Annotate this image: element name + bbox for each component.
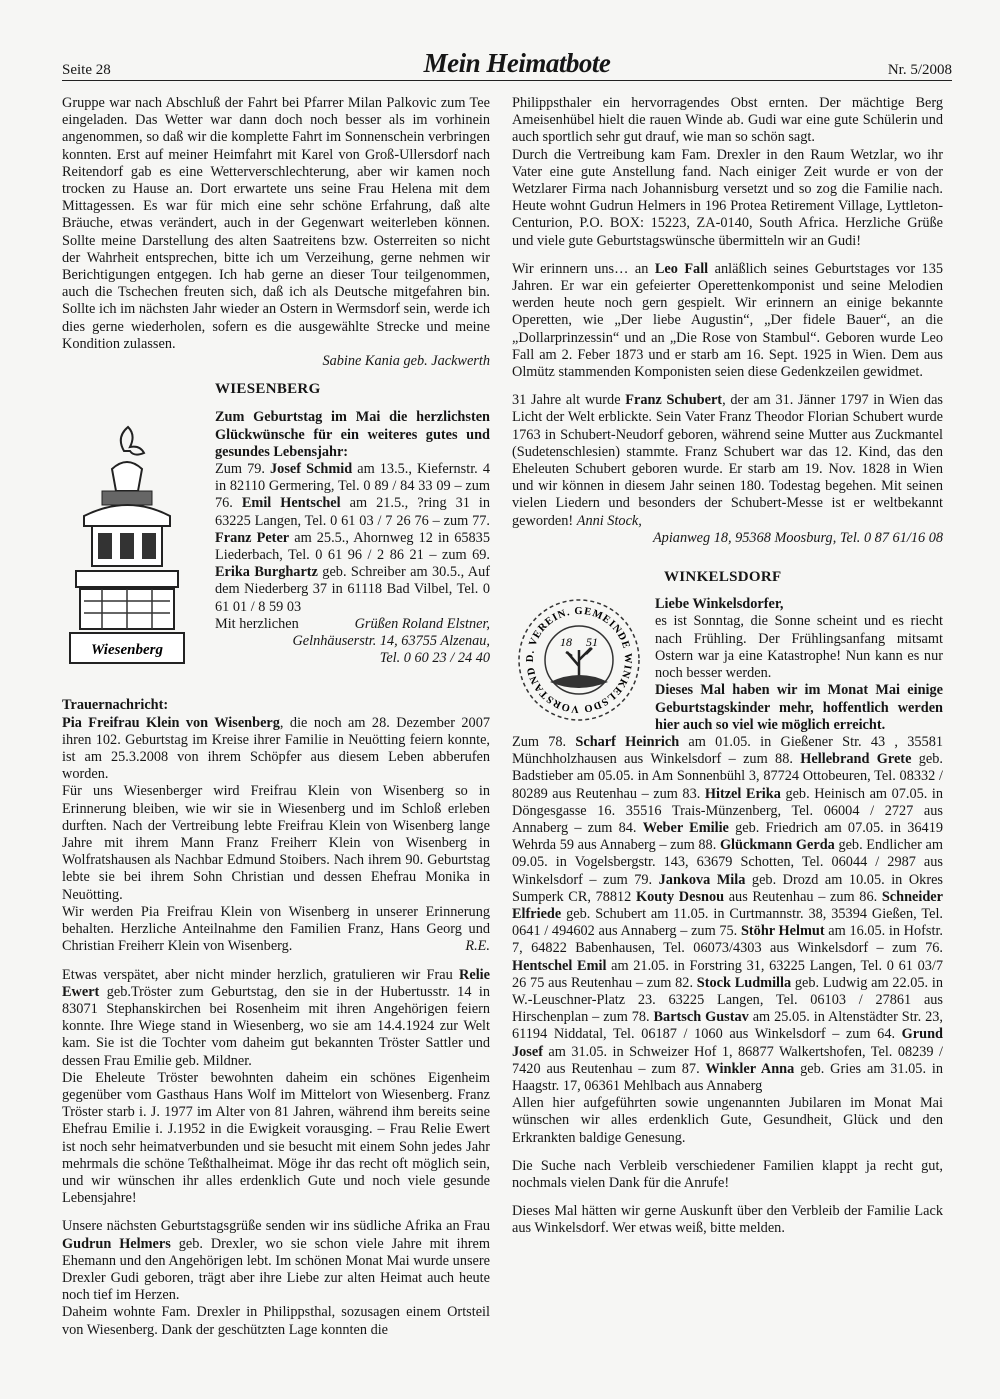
person-name: Hellebrand Grete <box>800 751 912 768</box>
fall-name: Leo Fall <box>654 260 709 277</box>
winkelsdorf-heading: WINKELSDORF <box>664 569 782 586</box>
list-text: aus Reutenhau – zum 86. <box>724 888 882 905</box>
person-name: Kouty Desnou <box>635 888 725 905</box>
winkelsdorf-seal <box>512 596 652 734</box>
helmers-continued: Philippsthaler ein hervorragendes Obst ernten. Der mächtige Berg Ameisenhübel hielt die rauen Winde ab. Gudi war eine gute Schülerin und auch sportlich sehr gut drauf, wie man so schön sagt. <box>512 95 943 146</box>
wiesenberg-emblem <box>62 381 212 686</box>
wiesenberg-signature <box>215 616 490 633</box>
leo-fall-paragraph <box>512 261 943 381</box>
list-text: am 16.05. in Hofstr. 7, 64822 Babenhausen, Tel. 06073/4303 aus Winkelsdorf – zum 76. <box>512 923 943 957</box>
schubert-address: Apianweg 18, 95368 Moosburg, Tel. 0 87 61/16 08 <box>652 529 943 546</box>
list-text: geb. Drozd am 10.05. in Okres Sumperk CR, 78812 <box>512 871 943 905</box>
right-column <box>512 95 943 1238</box>
person-name: Emil Hentschel <box>241 495 341 512</box>
trauer-paragraph-2: Für uns Wiesenberger wird Freifrau Klein von Wisenberg so in Erinnerung bleiben, wie wir sie in Wiesenberg und im Schloß erleben durften. Nach der Vertreibung lebte Freifrau Klein von Wisenberg lange Jahre mit ihrem Mann Franz Freiherr Klein von Wisenberg in Wolfratshausen als Nachbar Edmund Stoibers. Nach ihrem 90. Geburtstag lebte sie bei ihrem Sohn Christian und dessen Ehefrau Monika in Neuötting. <box>62 783 490 903</box>
trauer-text: , die noch am 28. Dezember 2007 ihren 102. Geburtstag im Kreise ihrer Familie in Neuötting feiern konnte, ist am 25.3.2008 von ihrem Schöpfer aus diesem Leben abberufen worden. <box>62 714 490 783</box>
trauer-text-3: Wir werden Pia Freifrau Klein von Wisenberg in unserer Erinnerung behalten. Herzliche Anteilnahme den Familien Franz, Hans Georg und Christian Freiherr Klein von Wisenberg. <box>62 903 490 955</box>
person-name: Weber Emilie <box>642 819 729 836</box>
page-header <box>62 48 952 88</box>
winkelsdorf-note: Dieses Mal haben wir im Monat Mai einige Geburtstagskinder mehr, hoffentlich werden hier auch so viel wie möglich erreicht. <box>655 682 943 733</box>
masthead: Mein Heimatbote <box>423 48 611 78</box>
list-text: geb. Gries am 31.05. in Haagstr. 17, 06361 Mehlbach aus Annaberg <box>512 1060 943 1094</box>
emblem-label: Wiesenberg <box>91 642 163 659</box>
list-text: Zum 79. <box>215 461 271 478</box>
trauer-heading: Trauernachricht: <box>62 697 169 714</box>
list-text: am 31.05. in Schweizer Hof 1, 86877 Walkertshofen, Tel. 08239 / 7420 aus Reutenhau – zum 87. <box>512 1043 943 1077</box>
person-name: Grund Josef <box>512 1026 943 1060</box>
ewert-text-b: geb.Tröster zum Geburtstag, den sie in der Hubertusstr. 14 in 83071 Stephanskirchen bei Rosenheim mit ihren Angehörigen feiern konnte. Ihre Wiege stand in Wiesenberg, wo sie am 14.4.1924 zur Welt kam. Sie ist die Tochter vom daheim gut bekannten Tröster Sattler und dessen Frau Emilie geb. Mildner. <box>62 983 490 1069</box>
trauer-paragraph <box>62 715 490 784</box>
seal-year-a: 18 <box>560 635 572 650</box>
left-column <box>62 95 490 1339</box>
person-name: Glückmann Gerda <box>719 837 835 854</box>
schubert-name: Franz Schubert <box>625 392 723 409</box>
list-text: am 21.05. in Forstring 31, 63225 Langen, Tel. 0 61 03/7 26 75 aus Reutenhau – zum 82. <box>512 957 943 991</box>
person-name: Jankova Mila <box>658 871 746 888</box>
person-name: Franz Peter <box>215 529 290 546</box>
person-name: Erika Burghartz <box>215 564 318 581</box>
helmers-paragraph <box>62 1218 490 1304</box>
intro-signature: Sabine Kania geb. Jackwerth <box>322 353 490 370</box>
helmers-paragraph-2: Daheim wohnte Fam. Drexler in Philippsthal, sozusagen einem Ortsteil von Wiesenberg. Dank der geschützten Lage konnten die <box>62 1304 490 1338</box>
ewert-name: Relie Ewert <box>62 966 490 1000</box>
seal-year-b: 51 <box>586 635 598 650</box>
list-text: Zum 78. <box>512 733 576 750</box>
signature-name: Grüßen Roland Elstner, <box>354 615 490 632</box>
list-text: geb. Endlicher am 09.05. in Vogelsbergstr. 143, 63679 Schotten, Tel. 06044 / 2987 aus Winkelsdorf – zum 79. <box>512 837 943 888</box>
wiesenberg-lead: Zum Geburtstag im Mai die herzlichsten Glückwünsche für ein weiteres gutes und gesundes Lebensjahr: <box>215 409 490 460</box>
list-text: am 01.05. in Gießener Str. 43 , 35581 Münchholzhausen aus Winkelsdorf – zum 88. <box>512 733 943 768</box>
winkelsdorf-closing: Allen hier aufgeführten sowie ungenannten Jubilaren im Monat Mai wünschen wir alles erdenklich Gute, Gesundheit, Glück und den Erkrankten baldige Genesung. <box>512 1095 943 1146</box>
person-name: Winkler Anna <box>705 1060 795 1077</box>
list-text: am 13.5., Kiefernstr. 4 in 82110 Germering, Tel. 0 89 / 84 33 09 – zum 76. <box>215 461 490 512</box>
list-text: am 25.5., Ahornweg 12 in 65835 Liederbach, Tel. 0 61 96 / 2 86 21 – zum 69. <box>215 529 490 564</box>
winkelsdorf-search: Die Suche nach Verbleib verschiedener Familien klappt ja recht gut, nochmals vielen Dank für die Anrufe! <box>512 1157 943 1191</box>
schubert-signature: Anni Stock, <box>576 512 642 529</box>
helmers-continued-2: Durch die Vertreibung kam Fam. Drexler in den Raum Wetzlar, wo ihr Vater eine gute Anstellung fand. Nach einiger Zeit wurde er von der Wetzlarer Firma nach Johannisburg versetzt und so zog die Familie nach. Heute wohnt Gudrun Helmers in 196 Protea Retirement Village, Lyttleton-Centurion, P.O. BOX: 15223, ZA-0140, South Africa. Herzliche Grüße und viele gute Geburtstagswünsche übermitteln wir an Gudi! <box>512 146 943 249</box>
list-text: geb. Friedrich am 07.05. in 36419 Wehrda 59 aus Annaberg – zum 88. <box>512 819 944 854</box>
ewert-paragraph-2: Die Eheleute Tröster bewohnten daheim ein schönes Eigenheim gegenüber vom Gasthaus Hans Wolf im Mittelort von Wiesenberg. Franz Tröster starb i. J. 1977 im Alter von 81 Jahren, während ihm bereits seine Ehefrau Emilie i. J.1952 in die Ewigkeit vorausging. – Frau Relie Ewert ist noch sehr heimatverbunden und sie besucht mit einem Sohn jedes Jahr mehrmals die schöne Teßthalheimat. Möge ihr das recht oft möglich sein, und wir wünschen ihr alles erdenklich Gute und noch viele gesunde Lebensjahre! <box>62 1069 490 1207</box>
list-text: geb. Badstieber am 05.05. in Am Sonnenbühl 3, 87724 Ottobeuren, Tel. 08332 / 80289 aus Reutenhau – zum 83. <box>512 751 943 802</box>
wiesenberg-section <box>62 381 490 686</box>
schubert-paragraph <box>512 392 943 530</box>
person-name: Bartsch Gustav <box>653 1009 749 1026</box>
signature-address: Gelnhäuserstr. 14, 63755 Alzenau, <box>292 633 490 650</box>
fall-text-b: anläßlich seines Geburtstages vor 135 Jahren. Er war ein gefeierter Operettenkomponist und seine Melodien werden heute noch gern gespielt. Wir erinnern an einige bekannte Operetten, wie „Der liebe Augustin“, „Der fidele Bauer“, an die „Dollarprinzessin“ und an „Die Rose von Stambul“. Geboren wurde Leo Fall am 2. Feber 1873 und er starb am 16. Sept. 1925 in Wien. Dem aus Olmütz stammenden Komponisten seien diese Gedenkzeilen gewidmet. <box>512 260 943 381</box>
person-name: Stock Ludmilla <box>696 974 792 991</box>
trauer-signature: R.E. <box>465 938 490 955</box>
greeting: Mit herzlichen <box>215 615 299 632</box>
list-text: geb. Schubert am 11.05. in Curtmannstr. 38, 35394 Gießen, Tel. 0641 / 494602 aus Annaberg – zum 75. <box>512 905 943 940</box>
issue-number: Nr. 5/2008 <box>887 62 952 78</box>
wiesenberg-heading: WIESENBERG <box>215 381 321 398</box>
wiesenberg-birthday-list <box>215 461 490 616</box>
seal-text: VORSTAND D. VEREIN. GEMEINDE WINKELSDO <box>524 606 634 715</box>
winkelsdorf-salutation: Liebe Winkelsdorfer, <box>655 596 784 613</box>
page-number: Seite 28 <box>62 62 111 78</box>
winkelsdorf-birthday-list <box>512 734 943 1095</box>
list-text: geb. Schreiber am 30.5., Auf dem Niederberg 37 in 61118 Bad Vilbel, Tel. 0 61 01 / 8 59 03 <box>215 564 491 615</box>
trauer-name: Pia Freifrau Klein von Wisenberg <box>62 714 280 731</box>
helmers-text-b: geb. Drexler, wo sie schon viele Jahre mit ihrem Ehemann und den Angehörigen lebt. Im schönen Monat Mai wurde unsere Drexler Gudi geboren, trägt aber ihre Liebe zur alten Heimat auch heute noch tief im Herzen. <box>62 1235 490 1304</box>
person-name: Hentschel Emil <box>512 957 607 974</box>
person-name: Josef Schmid <box>270 461 353 478</box>
list-text: geb. Ludwig am 22.05. in W.-Leuschner-Platz 23. 63225 Langen, Tel. 06103 / 27861 aus Hirschenplan – zum 78. <box>512 974 943 1026</box>
ewert-text-a: Etwas verspätet, aber nicht minder herzlich, gratulieren wir Frau <box>62 966 460 983</box>
list-text: am 25.05. in Altenstädter Str. 23, 61194 Niddatal, Tel. 06187 / 1060 aus Winkelsdorf – zum 64. <box>512 1009 944 1043</box>
header-rule <box>62 80 952 81</box>
list-text: am 21.5., ?ring 31 in 63225 Langen, Tel. 0 61 03 / 7 26 76 – zum 77. <box>215 495 490 529</box>
fall-text-a: Wir erinnern uns… an <box>512 260 655 277</box>
intro-paragraph: Gruppe war nach Abschluß der Fahrt bei Pfarrer Milan Palkovic zum Tee eingeladen. Das Wetter war dann doch noch besser als im vorhinein angenommen, so daß wir die komplette Fahrt im Sonnenschein verbringen konnten. Erst auf meiner Heimfahrt mit Karel von Groß-Ullersdorf nach Reitendorf gab es eine Wetterverschlechterung, aber wir kamen noch trocken zu Hause an. Dort erwartete uns seine Frau Helena mit dem Mittagessen. Es war für mich eine sehr schöne Erfahrung, daß alte Bräuche, etwas verändert, auch in der Gegenwart weiterleben können. Sollte meine Darstellung des alten Saatreitens bzw. Osterreiten so nicht der Wahrheit entsprechen, bitte ich um Verzeihung, gerne nehmen wir Berichtigungen entgegen. Ich hab gerne an dieser Tour teilgenommen, auch die Tschechen freuten sich, daß ich als Deutsche mitgefahren bin. Sollte ich im nächsten Jahr wieder an Ostern in Wermsdorf sein, werde ich dies gerne wiederholen, sofern es die ausgewählte Strecke und meine Kondition zulassen. <box>62 95 490 352</box>
helmers-name: Gudrun Helmers <box>62 1235 171 1252</box>
winkelsdorf-intro: es ist Sonntag, die Sonne scheint und es riecht nach Frühling. Der Frühlingsanfang mitsamt Ostern war ja eine Katastrophe! Nun kann es nur noch besser werden. <box>655 613 943 682</box>
person-name: Schneider Elfriede <box>512 888 943 922</box>
helmers-text-a: Unsere nächsten Geburtstagsgrüße senden wir ins südliche Afrika an Frau <box>62 1218 490 1235</box>
trauer-paragraph-3 <box>62 904 490 956</box>
list-text: geb. Heinisch am 07.05. in Döngesgasse 16. 35516 Trais-Münzenberg, Tel. 06004 / 2727 aus Annaberg – zum 84. <box>512 785 943 836</box>
winkelsdorf-section <box>512 569 943 1238</box>
ewert-paragraph <box>62 967 490 1070</box>
person-name: Scharf Heinrich <box>575 733 680 750</box>
schubert-text-a: 31 Jahre alt wurde <box>512 392 626 409</box>
signature-phone: Tel. 0 60 23 / 24 40 <box>379 650 490 667</box>
winkelsdorf-lack: Dieses Mal hätten wir gerne Auskunft über den Verbleib der Familie Lack aus Winkelsdorf. Wer etwas weiß, bitte melden. <box>512 1203 943 1237</box>
person-name: Hitzel Erika <box>704 785 781 802</box>
schubert-text-b: , der am 31. Jänner 1797 in Wien das Licht der Welt erblickte. Sein Vater Franz Theodor Florian Schubert wurde 1763 in Schubert-Neudorf geboren, während seine Mutter aus Zuckmantel (Sudetenschlesien) stammte. Franz Schubert war das 12. Kind, das den Eheleuten Schubert geboren wurde. Er starb am 19. Nov. 1828 in Wien und wir können in diesem Jahr seinen 180. Todestag begehen. Mit seinen vielen Liedern und besonders der Schubert-Messe ist er weltbekannt geworden! <box>512 392 943 529</box>
person-name: Stöhr Helmut <box>740 923 825 940</box>
